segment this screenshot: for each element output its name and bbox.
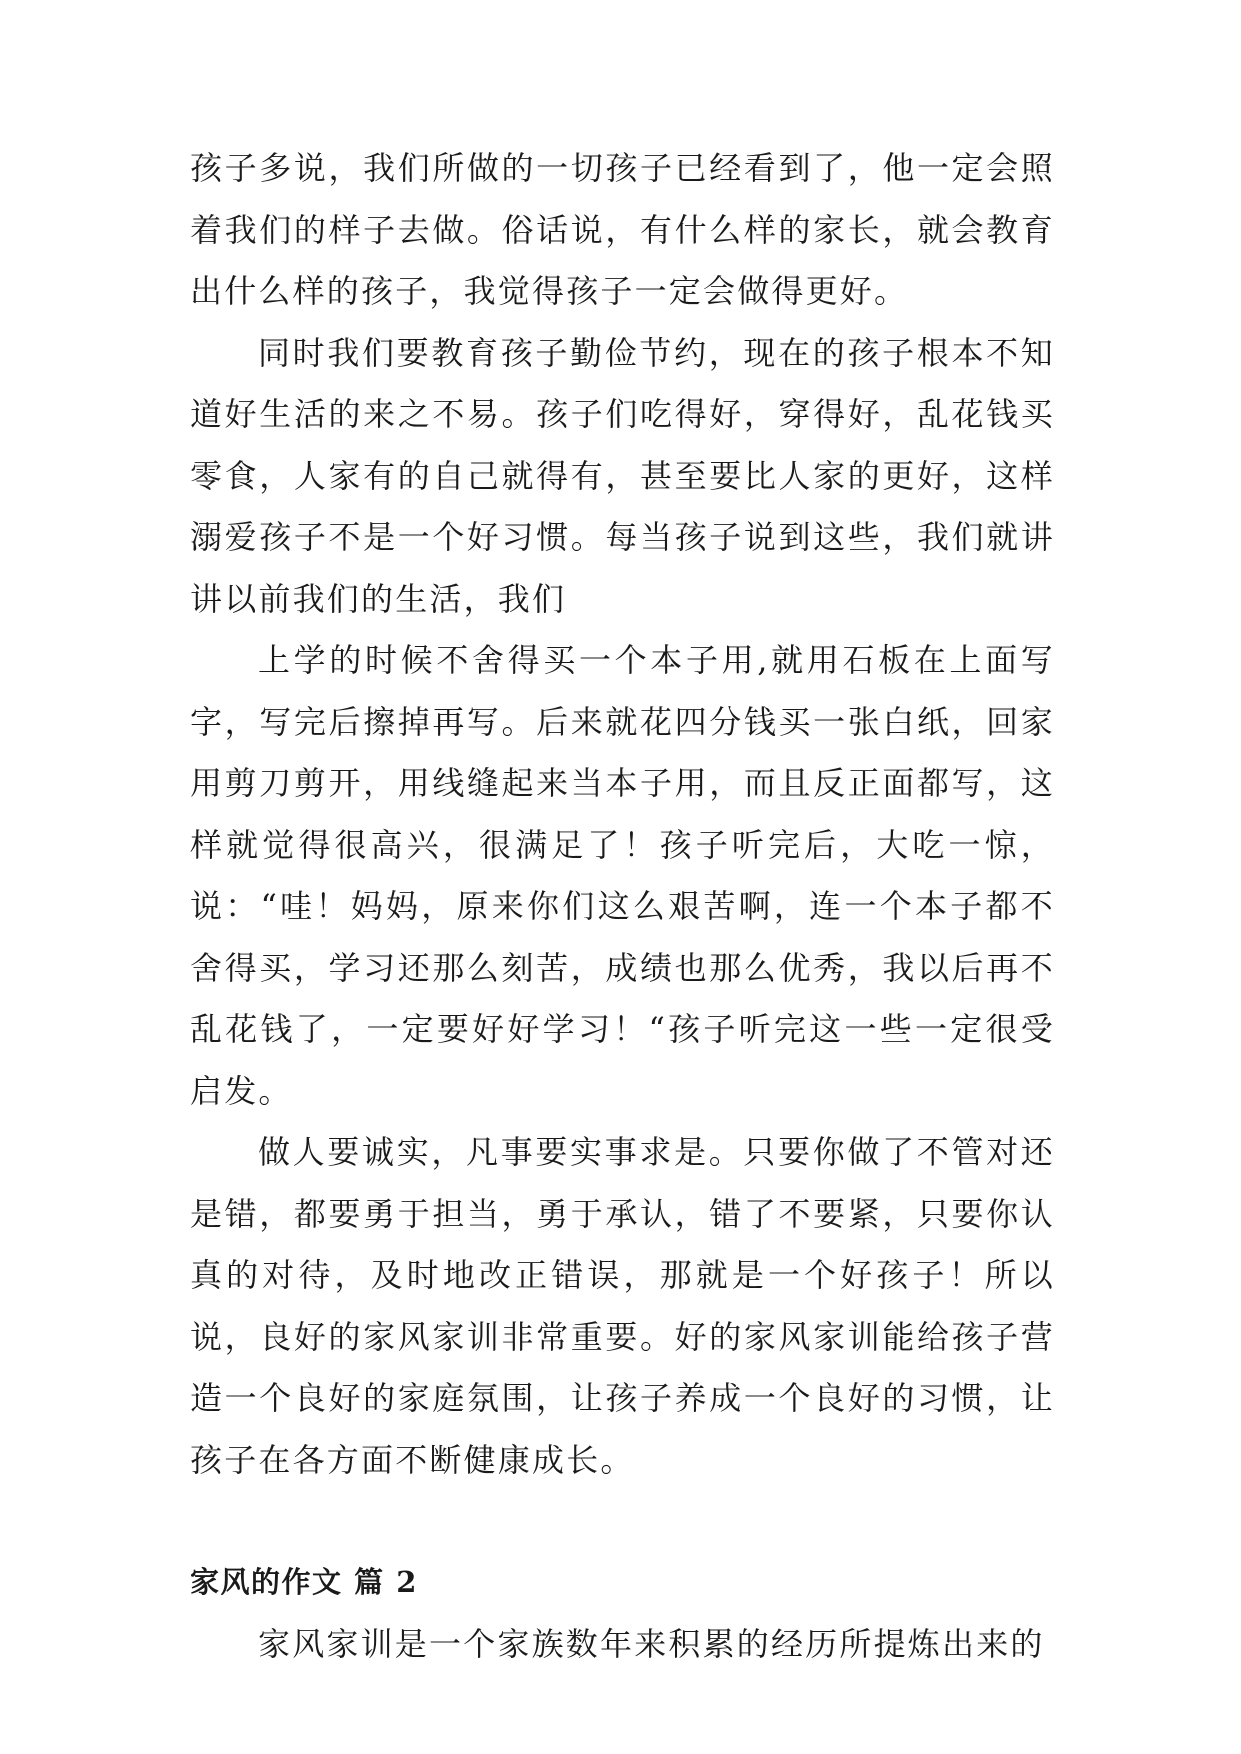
section-spacer: [190, 1491, 1055, 1552]
document-body: [190, 138, 1055, 1675]
section-first-paragraph: 家风家训是一个家族数年来积累的经历所提炼出来的: [258, 1624, 1045, 1663]
paragraph-thrift: 同时我们要教育孩子勤俭节约，现在的孩子根本不知道好生活的来之不易。孩子们吃得好，穿得好，乱花钱买零食，人家有的自己就得有，甚至要比人家的更好，这样溺爱孩子不是一个好习惯。每当孩子说到这些，我们就讲讲以前我们的生活，我们: [190, 333, 1055, 618]
section-heading: 家风的作文 篇 2: [190, 1565, 418, 1599]
paragraph-school-memory: 上学的时候不舍得买一个本子用,就用石板在上面写字，写完后擦掉再写。后来就花四分钱买一张白纸，回家用剪刀剪开，用线缝起来当本子用，而且反正面都写，这样就觉得很高兴，很满足了！孩子听完后，大吃一惊，说：“哇！妈妈，原来你们这么艰苦啊，连一个本子都不舍得买，学习还那么刻苦，成绩也那么优秀，我以后再不乱花钱了，一定要好好学习！“孩子听完这一些一定很受启发。: [190, 641, 1055, 1110]
paragraph-honesty: 做人要诚实，凡事要实事求是。只要你做了不管对还是错，都要勇于担当，勇于承认，错了不要紧，只要你认真的对待，及时地改正错误，那就是一个好孩子！所以说，良好的家风家训非常重要。好的家风家训能给孩子营造一个良好的家庭氛围，让孩子养成一个良好的习惯，让孩子在各方面不断健康成长。: [190, 1133, 1055, 1479]
paragraph-continuation: 孩子多说，我们所做的一切孩子已经看到了，他一定会照着我们的样子去做。俗话说，有什么样的家长，就会教育出什么样的孩子，我觉得孩子一定会做得更好。: [190, 149, 1055, 310]
